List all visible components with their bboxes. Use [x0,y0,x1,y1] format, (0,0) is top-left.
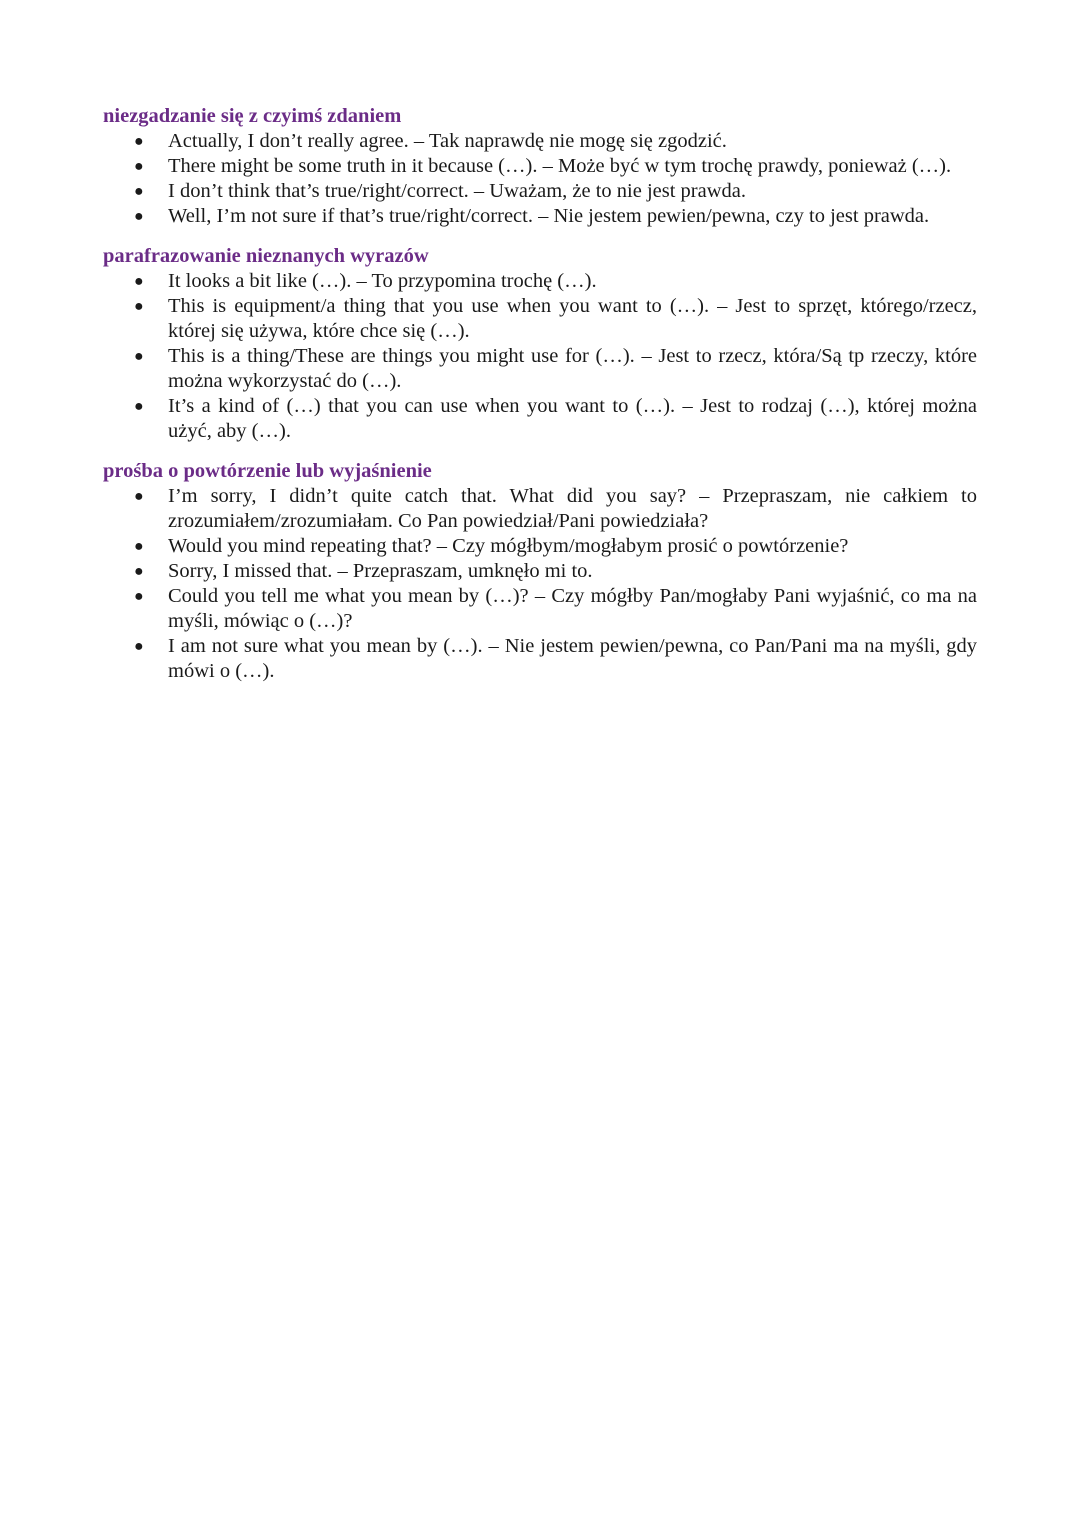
section-title: parafrazowanie nieznanych wyrazów [103,245,429,267]
phrase-text: It looks a bit like (…). – To przypomina trochę (…). [168,270,597,292]
bullet-icon: ● [134,133,144,150]
phrase-text: Well, I’m not sure if that’s true/right/correct. – Nie jestem pewien/pewna, czy to jest prawda. [168,205,930,227]
phrase-text: This is a thing/These are things you might use for (…). – Jest to rzecz, która/Są tp rzeczy, które można wykorzystać do (…). [168,345,977,392]
section-title: prośba o powtórzenie lub wyjaśnienie [103,460,432,482]
bullet-icon: ● [134,563,144,580]
phrase-text: I’m sorry, I didn’t quite catch that. What did you say? – Przepraszam, nie całkiem to zrozumiałem/zrozumiałam. Co Pan powiedział/Pani powiedziała? [168,485,977,532]
list-item [103,204,977,229]
document-page [103,104,977,699]
phrase-text: I don’t think that’s true/right/correct. – Uważam, że to nie jest prawda. [168,180,746,202]
list-item [103,179,977,204]
list-item [103,484,977,534]
bullet-icon: ● [134,273,144,290]
phrase-text: There might be some truth in it because (…). – Może być w tym trochę prawdy, ponieważ (…). [168,155,952,177]
bullet-icon: ● [134,158,144,175]
bullet-icon: ● [134,208,144,225]
bullet-icon: ● [134,488,144,505]
bullet-icon: ● [134,398,144,415]
bullet-icon: ● [134,183,144,200]
phrase-list [103,129,977,229]
section-title: niezgadzanie się z czyimś zdaniem [103,105,402,127]
phrase-text: This is equipment/a thing that you use when you want to (…). – Jest to sprzęt, którego/rzecz, której się używa, które chce się (…). [168,295,977,342]
phrase-list [103,269,977,444]
list-item [103,634,977,684]
section-asking-repetition [103,459,977,684]
list-item [103,534,977,559]
section-disagreeing [103,104,977,229]
list-item [103,154,977,179]
list-item [103,584,977,634]
section-paraphrasing [103,244,977,444]
phrase-text: Would you mind repeating that? – Czy mógłbym/mogłabym prosić o powtórzenie? [168,535,849,557]
list-item [103,394,977,444]
phrase-text: I am not sure what you mean by (…). – Nie jestem pewien/pewna, co Pan/Pani ma na myśli, gdy mówi o (…). [168,635,977,682]
phrase-text: It’s a kind of (…) that you can use when you want to (…). – Jest to rodzaj (…), której można użyć, aby (…). [168,395,977,442]
list-item [103,559,977,584]
bullet-icon: ● [134,348,144,365]
phrase-list [103,484,977,684]
phrase-text: Sorry, I missed that. – Przepraszam, umknęło mi to. [168,560,593,582]
phrase-text: Could you tell me what you mean by (…)? – Czy mógłby Pan/mogłaby Pani wyjaśnić, co ma na myśli, mówiąc o (…)? [168,585,977,632]
list-item [103,129,977,154]
bullet-icon: ● [134,298,144,315]
list-item [103,294,977,344]
bullet-icon: ● [134,638,144,655]
bullet-icon: ● [134,538,144,555]
list-item [103,344,977,394]
bullet-icon: ● [134,588,144,605]
list-item [103,269,977,294]
phrase-text: Actually, I don’t really agree. – Tak naprawdę nie mogę się zgodzić. [168,130,727,152]
